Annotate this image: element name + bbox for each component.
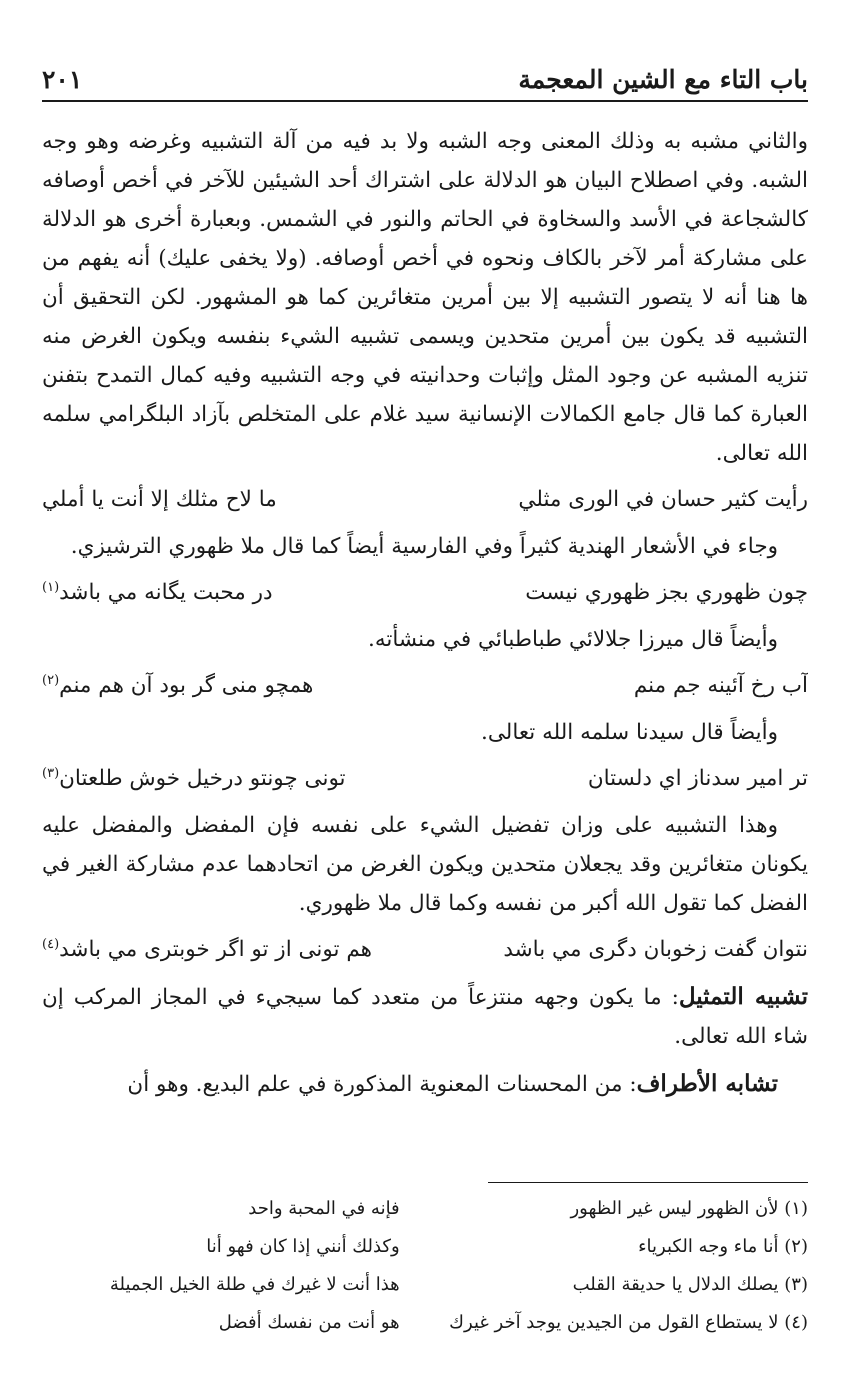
paragraph: وأيضاً قال ميرزا جلالائي طباطبائي في منشأته. — [368, 627, 778, 652]
dictionary-entry — [42, 977, 808, 1056]
entry-term: تشابه الأطراف — [636, 1070, 778, 1097]
verse-line — [42, 477, 808, 523]
entry-definition: : من المحسنات المعنوية المذكورة في علم البديع. وهو أن — [127, 1072, 637, 1097]
entry-definition: : ما يكون وجهه منتزعاً من متعدد كما سيجيء في المجاز المركب إن شاء الله تعالى. — [42, 985, 808, 1049]
verse-line — [42, 756, 808, 802]
footnote-divider — [488, 1182, 808, 1183]
verse-text: هم تونى از تو اگر خوبترى مي باشد — [59, 937, 372, 962]
verse-second-hemistich — [42, 663, 402, 709]
footnote — [42, 1266, 808, 1304]
paragraph: وأيضاً قال سيدنا سلمه الله تعالى. — [481, 720, 778, 745]
main-text — [42, 122, 808, 1104]
footnote-second-hemistich: فإنه في المحبة واحد — [248, 1198, 400, 1219]
footnote-second-hemistich: هو أنت من نفسك أفضل — [218, 1312, 400, 1333]
verse-first-hemistich: نتوان گفت زخوبان دگرى مي باشد — [503, 937, 808, 962]
paragraph: والثاني مشبه به وذلك المعنى وجه الشبه ولا بد فيه من آلة التشبيه وغرضه وهو وجه الشبه. وفي اصطلاح البيان هو الدلالة على اشتراك أحد الشيئين للآخر في أخص أوصافه كالشجاعة في الأسد والسخاوة في الحاتم والنور في الشمس. وبعبارة أخرى هو الدلالة على مشاركة أمر لآخر بالكاف ونحوه في أخص أوصافه. (ولا يخفى عليك) أنه يفهم من ها هنا أنه لا يتصور التشبيه إلا بين أمرين متغائرين كما هو المشهور. لكن التحقيق أن التشبيه قد يكون بين أمرين متحدين ويسمى تشبيه الشيء بنفسه ويكون الغرض منه تنزيه المشبه عن وجود المثل وإثبات وحدانيته في وجه التشبيه وفيه كمال التمدح بتفنن العبارة كما قال جامع الكمالات الإنسانية سيد غلام على المتخلص بآزاد البلگرامي سلمه الله تعالى. — [42, 129, 808, 466]
verse-text: تونى چونتو درخيل خوش طلعتان — [59, 766, 346, 791]
running-head: باب التاء مع الشين المعجمة — [518, 65, 808, 94]
verse-first-hemistich: تر امير سدناز اي دلستان — [587, 766, 808, 791]
verse-first-hemistich: چون ظهوري بجز ظهوري نيست — [525, 580, 808, 605]
footnote — [42, 1190, 808, 1228]
page-header — [42, 58, 808, 102]
footnote — [42, 1228, 808, 1266]
footnote-first-hemistich: (١) لأن الظهور ليس غير الظهور — [570, 1198, 808, 1219]
footnote-first-hemistich: (٢) أنا ماء وجه الكبرياء — [638, 1236, 808, 1257]
verse-text: همچو منى گر بود آن هم منم — [59, 673, 314, 698]
verse-line — [42, 663, 808, 709]
footnote-ref: (٣) — [42, 765, 60, 781]
footnotes — [42, 1190, 808, 1342]
verse-text: در محبت يگانه مي باشد — [59, 580, 273, 605]
paragraph: وهذا التشبيه على وزان تفضيل الشيء على نفسه فإن المفضل والمفضل عليه يكونان متغائرين وقد يجعلان متحدين ويكون الغرض من اتحادهما عدم مشاركة الغير في الفضل كما تقول الله أكبر من نفسه وكما قال ملا ظهوري. — [42, 813, 808, 916]
footnote-second-hemistich: وكذلك أنني إذا كان فهو أنا — [206, 1236, 400, 1257]
verse-second-hemistich — [42, 927, 402, 973]
verse-second-hemistich: ما لاح مثلك إلا أنت يا أملي — [42, 487, 277, 512]
footnote-ref: (١) — [42, 579, 60, 595]
entry-term: تشبيه التمثيل — [678, 983, 808, 1010]
footnote — [42, 1304, 808, 1342]
verse-line — [42, 570, 808, 616]
paragraph: وجاء في الأشعار الهندية كثيراً وفي الفارسية أيضاً كما قال ملا ظهوري الترشيزي. — [70, 534, 778, 559]
page-number: ٢٠١ — [42, 65, 83, 94]
verse-first-hemistich: رأيت كثير حسان في الورى مثلي — [518, 487, 808, 512]
verse-first-hemistich: آب رخ آئينه جم منم — [633, 673, 808, 698]
verse-line — [42, 927, 808, 973]
footnote-first-hemistich: (٤) لا يستطاع القول من الجيدين يوجد آخر غيرك — [449, 1312, 808, 1333]
verse-second-hemistich — [42, 570, 402, 616]
footnote-first-hemistich: (٣) يصلك الدلال يا حديقة القلب — [572, 1274, 808, 1295]
footnote-second-hemistich: هذا أنت لا غيرك في طلة الخيل الجميلة — [109, 1274, 400, 1295]
dictionary-entry — [42, 1064, 808, 1104]
verse-second-hemistich — [42, 756, 402, 802]
footnote-ref: (٢) — [42, 672, 60, 688]
footnote-ref: (٤) — [42, 936, 60, 952]
